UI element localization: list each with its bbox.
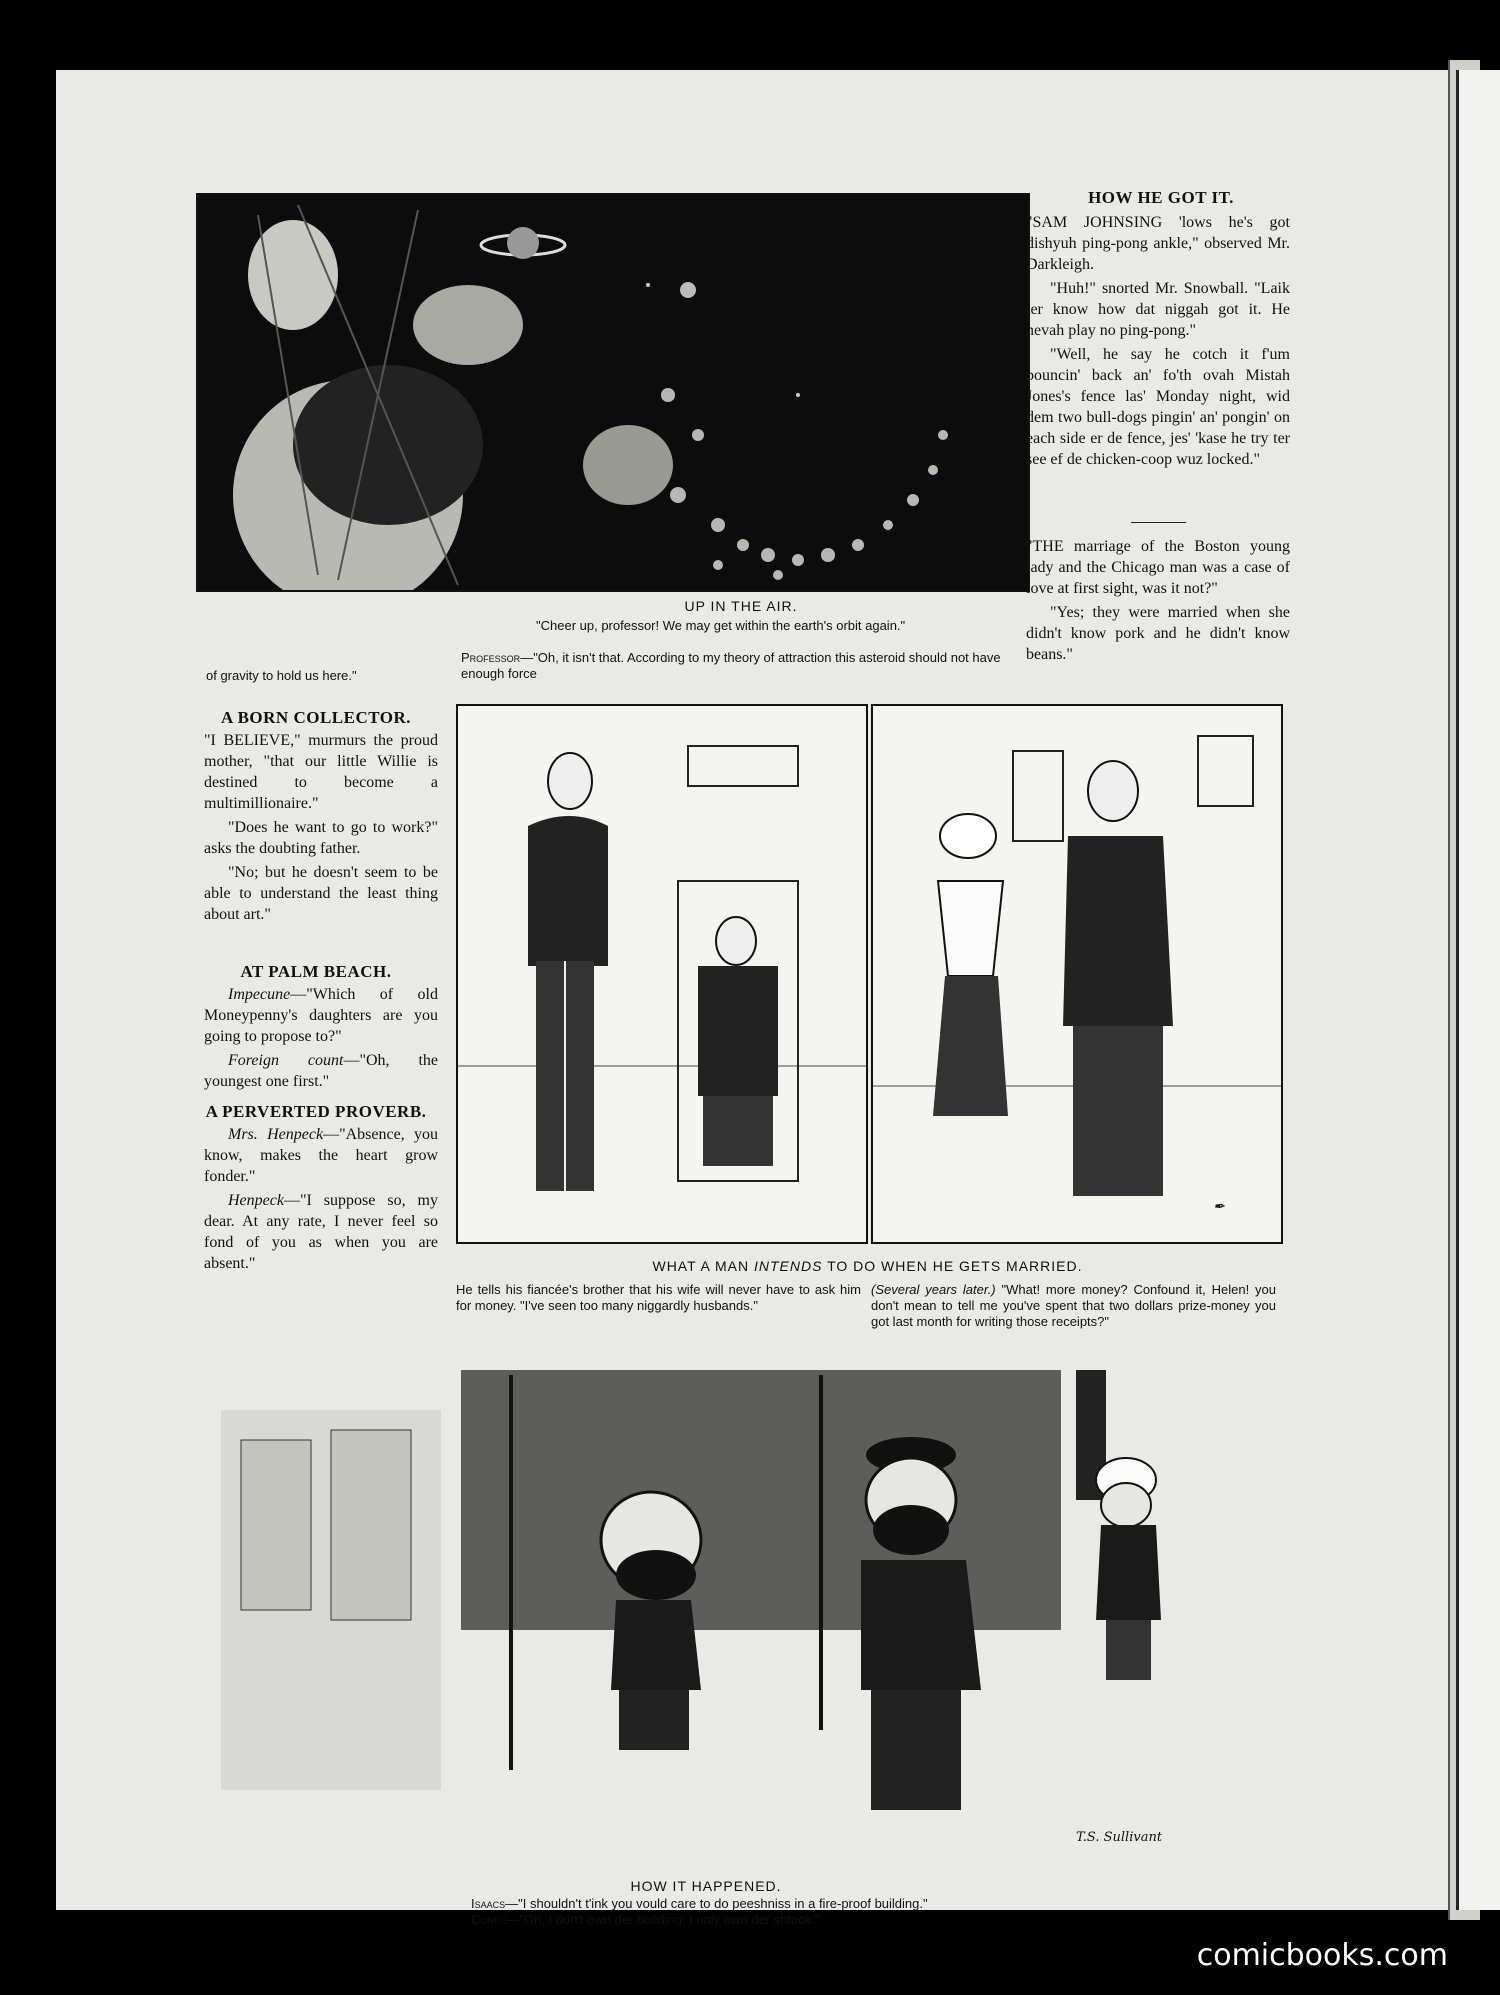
palm-beach-line-2: "Oh, the youngest one first."	[204, 1052, 438, 1090]
space-scene-drawing	[198, 195, 1028, 590]
shop-scene-drawing	[221, 1370, 1346, 1860]
married-panel-left-drawing	[458, 706, 866, 1242]
born-collector-p2: "Does he want to go to work?" asks the doubting father.	[204, 819, 438, 857]
born-collector-heading: A BORN COLLECTOR.	[220, 708, 412, 727]
seated-man-figure	[678, 881, 798, 1181]
palm-beach-line-1: "Which of old Moneypenny's daughters are you going to propose to?"	[204, 986, 438, 1045]
speaker-impecune: Impecune	[228, 986, 291, 1003]
boy-figure	[1096, 1458, 1161, 1680]
cartoon-signature: T.S. Sullivant	[1076, 1830, 1163, 1845]
boston-p1: "THE marriage of the Boston young lady and the Chicago man was a case of love at first sight, was it not?"	[1026, 538, 1290, 597]
how-he-got-it-p3: "Well, he say he cotch it f'um bouncin' back an' fo'th ovah Mistah Jones's fence las' Monday night, wid dem two bull-dogs pingin' an' pongin' on each side er de fence, jes' 'kase he try ter see ef de chicken-coop wuz locked."	[1026, 346, 1290, 468]
up-in-the-air-caption-c: of gravity to hold us here."	[206, 668, 357, 683]
how-he-got-it-p2: "Huh!" snorted Mr. Snowball. "Laik ter know how dat niggah got it. He nevah play no ping-pong."	[1026, 280, 1290, 339]
married-title-part-1: WHAT A MAN	[652, 1258, 750, 1274]
cohen-line: "Oh, I don't own der building; I only own der shtock."	[519, 1912, 820, 1927]
palm-beach-text: Impecune—"Which of old Moneypenny's daughters are you going to propose to?" Foreign count—"Oh, the youngest one first."	[204, 986, 438, 1090]
section-divider	[1131, 522, 1186, 523]
up-in-the-air-caption-a: "Cheer up, professor! We may get within the earth's orbit again."	[536, 618, 906, 633]
speaker-mrs-henpeck: Mrs. Henpeck	[228, 1126, 324, 1143]
married-right-lead: (Several years later.)	[871, 1282, 996, 1297]
facing-page-edge	[1456, 70, 1500, 1910]
speaker-professor: Professor	[461, 650, 521, 665]
how-he-got-it-heading: HOW HE GOT IT.	[1088, 188, 1234, 207]
site-watermark: comicbooks.com	[1196, 1938, 1448, 1973]
woman-figure	[933, 814, 1008, 1116]
married-left-caption: He tells his fiancée's brother that his wife will never have to ask him for money. "I've seen too many niggardly husbands."	[456, 1282, 861, 1313]
proverb-line-2: "I suppose so, my dear. At any rate, I never feel so fond of you as when you are absent."	[204, 1192, 438, 1272]
married-cartoon-title	[456, 1258, 1279, 1274]
married-panel-left	[456, 704, 868, 1244]
saturn-icon	[481, 227, 565, 259]
married-panel-right	[871, 704, 1283, 1244]
married-panel-right-drawing	[873, 706, 1281, 1242]
up-in-the-air-title: UP IN THE AIR.	[684, 598, 798, 614]
how-he-got-it-p1: "SAM JOHNSING 'lows he's got dishyuh ping-pong ankle," observed Mr. Darkleigh.	[1026, 214, 1290, 273]
proverb-line-1: "Absence, you know, makes the heart grow fonder."	[204, 1126, 438, 1185]
panel-signature: ✒	[1213, 1199, 1225, 1215]
how-it-happened-illustration	[221, 1370, 1346, 1860]
born-collector-p1: "I BELIEVE," murmurs the proud mother, "that our little Willie is destined to become a multimillionaire."	[204, 732, 438, 812]
speaker-foreign-count: Foreign count	[228, 1052, 344, 1069]
speaker-isaacs: Isaacs	[471, 1896, 506, 1911]
perverted-proverb-heading: A PERVERTED PROVERB.	[205, 1102, 427, 1121]
perverted-proverb-text: Mrs. Henpeck—"Absence, you know, makes the heart grow fonder." Henpeck—"I suppose so, my dear. At any rate, I never feel so fond of you as when you are absent."	[204, 1126, 438, 1272]
how-it-happened-title: HOW IT HAPPENED.	[630, 1878, 782, 1894]
speaker-cohen: Cohen	[471, 1912, 507, 1927]
boston-p2: "Yes; they were married when she didn't know pork and he didn't know beans."	[1026, 604, 1290, 663]
how-he-got-it-text	[1026, 212, 1290, 473]
born-collector-p3: "No; but he doesn't seem to be able to understand the least thing about art."	[204, 864, 438, 923]
isaacs-line: "I shouldn't t'ink you vould care to do peeshniss in a fire-proof building."	[518, 1896, 928, 1911]
boston-text	[1026, 536, 1290, 668]
standing-man-figure	[528, 753, 608, 1191]
married-title-part-3: TO DO WHEN HE GETS MARRIED.	[827, 1258, 1083, 1274]
born-collector-text	[204, 730, 438, 928]
bald-man-figure	[1063, 761, 1173, 1196]
isaacs-figure	[601, 1492, 701, 1750]
married-right-caption	[871, 1282, 1276, 1330]
up-in-the-air-illustration	[196, 193, 1030, 592]
up-in-the-air-caption-b: Professor—"Oh, it isn't that. According to my theory of attraction this asteroid should not have enough force	[461, 650, 1001, 681]
speaker-henpeck: Henpeck	[228, 1192, 284, 1209]
professor-line: "Oh, it isn't that. According to my theory of attraction this asteroid should not have enough force	[461, 650, 1001, 681]
magazine-page	[56, 70, 1448, 1927]
palm-beach-heading: AT PALM BEACH.	[240, 962, 392, 981]
married-right-text: "What! more money? Confound it, Helen! you don't mean to tell me you've spent that two dollars prize-money you got last month for writing those receipts?"	[871, 1282, 1276, 1329]
how-it-happened-caption: Isaacs—"I shouldn't t'ink you vould care to do peeshniss in a fire-proof building." Cohen—"Oh, I don't own der building; I only own der shtock."	[471, 1896, 928, 1927]
married-title-part-2: INTENDS	[753, 1258, 823, 1274]
